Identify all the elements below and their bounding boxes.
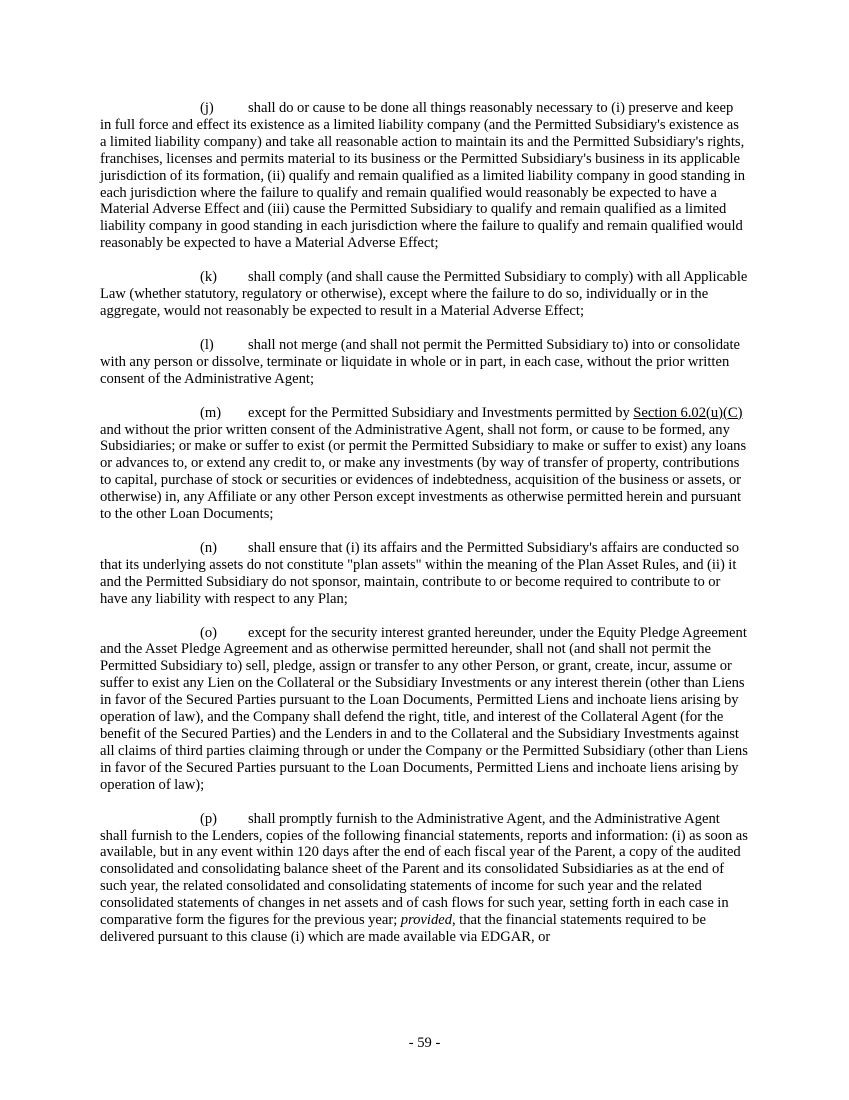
- clause-paragraph: [100, 625, 748, 794]
- emphasized-text: provided: [400, 912, 453, 929]
- clause-paragraph: [100, 540, 748, 608]
- document-body: [100, 100, 748, 946]
- clause-paragraph: [100, 405, 748, 523]
- clause-label: (j): [200, 100, 214, 116]
- clause-label: (n): [200, 539, 218, 556]
- clause-text: shall ensure that (i) its affairs and the Permitted Subsidiary's affairs are conducted so that its underlying assets do not constitute "plan assets" within the meaning of the Plan Asset Rules, and (ii) it and the Permitted Subsidiary do not sponsor, maintain, contribute to or become required to contribute to or have any liability with respect to any Plan;: [100, 539, 740, 607]
- clause-paragraph: [100, 337, 748, 388]
- section-reference-link[interactable]: Section 6.02(u)(C): [633, 404, 743, 421]
- clause-text: shall do or cause to be done all things reasonably necessary to (i) preserve and keep in full force and effect its existence as a limited liability company (and the Permitted Subsidiary's existence as a limited liability company) and take all reasonable action to maintain its and the Permitted Subsidiary's rights, franchises, licenses and permits material to its business or the Permitted Subsidiary's business in its applicable jurisdiction of its formation, (ii) qualify and remain qualified as a limited liability company in good standing in each jurisdiction where the failure to qualify and remain qualified would reasonably be expected to have a Material Adverse Effect and (iii) cause the Permitted Subsidiary to qualify and remain qualified as a limited liability company in good standing in each jurisdiction where the failure to qualify and remain qualified would reasonably be expected to have a Material Adverse Effect;: [100, 100, 746, 252]
- clause-paragraph: [100, 100, 748, 252]
- clause-label: (l): [200, 336, 214, 353]
- clause-text: except for the security interest granted hereunder, under the Equity Pledge Agreement and the Asset Pledge Agreement and as otherwise permitted hereunder, shall not (and shall not permit the Permitted Subsidiary to) sell, pledge, assign or transfer to any other Person, or grant, create, incur, assume or suffer to exist any Lien on the Collateral or the Subsidiary Investments or any interest therein (other than Liens in favor of the Secured Parties pursuant to the Loan Documents, Permitted Liens and inchoate liens arising by operation of law), and the Company shall defend the right, title, and interest of the Collateral Agent (for the benefit of the Secured Parties) and the Lenders in and to the Collateral and the Subsidiary Investments against all claims of third parties claiming through or under the Company or the Permitted Subsidiary (other than Liens in favor of the Secured Parties pursuant to the Loan Documents, Permitted Liens and inchoate liens arising by operation of law);: [100, 624, 748, 793]
- clause-label: (o): [200, 624, 218, 641]
- clause-label: (p): [200, 810, 218, 827]
- clause-label: (k): [200, 269, 218, 286]
- clause-text: shall promptly furnish to the Administrative Agent, and the Administrative Agent shall furnish to the Lenders, copies of the following financial statements, reports and information: (i) as soon as available, but in any event within 120 days after the end of each fiscal year of the Parent, a copy of the audited consolidated and consolidating balance sheet of the Parent and its consolidated Subsidiaries as at the end of such year, the related consolidated and consolidating statements of income for such year and the related consolidated statements of changes in net assets and of cash flows for such year, setting forth in each case in comparative form the figures for the previous year;: [100, 810, 748, 929]
- clause-label: (m): [200, 404, 222, 421]
- clause-paragraph: [100, 811, 748, 946]
- clause-text: , that the financial statements required to be delivered pursuant to this clause (i) which are made available via EDGAR, or: [100, 912, 706, 945]
- clause-paragraph: [100, 269, 748, 320]
- page-number: - 59 -: [408, 1035, 441, 1051]
- clause-text: shall comply (and shall cause the Permitted Subsidiary to comply) with all Applicable Law (whether statutory, regulatory or otherwise), except where the failure to do so, individually or in the aggregate, would not reasonably be expected to result in a Material Adverse Effect;: [100, 269, 748, 319]
- clause-text: and without the prior written consent of the Administrative Agent, shall not form, or cause to be formed, any Subsidiaries; or make or suffer to exist (or permit the Permitted Subsidiary to make or suffer to exist) any loans or advances to, or extend any credit to, or make any investments (by way of transfer of property, contributions to capital, purchase of stock or securities or evidences of indebtedness, acquisition of the business or assets, or otherwise) in, any Affiliate or any other Person except investments as otherwise permitted herein and pursuant to the other Loan Documents;: [100, 421, 747, 523]
- document-page: [100, 100, 748, 963]
- clause-text: except for the Permitted Subsidiary and Investments permitted by: [248, 404, 634, 421]
- clause-text: shall not merge (and shall not permit the Permitted Subsidiary to) into or consolidate with any person or dissolve, terminate or liquidate in whole or in part, in each case, without the prior written consent of the Administrative Agent;: [100, 336, 741, 387]
